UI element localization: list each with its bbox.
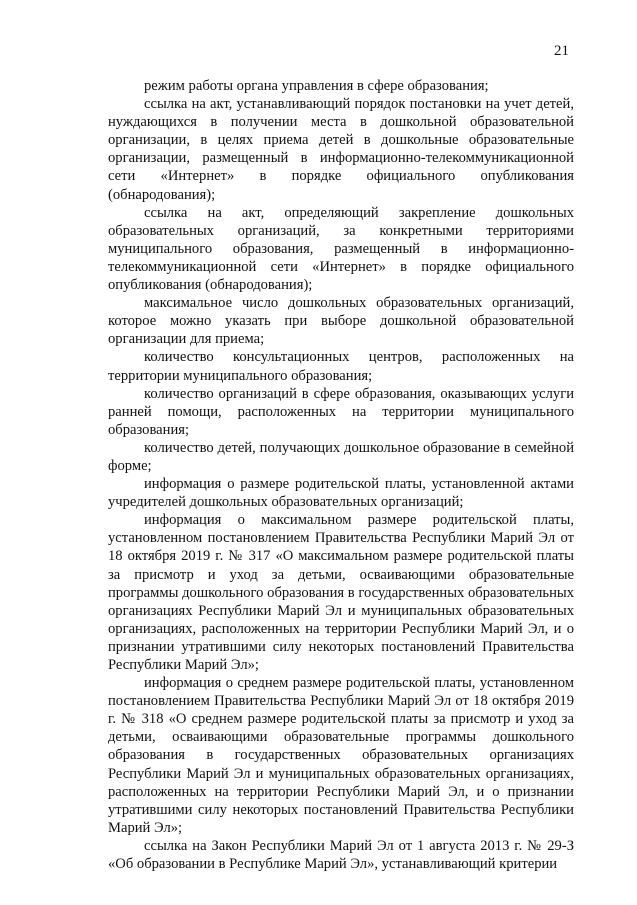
document-body	[108, 77, 574, 873]
paragraph-early-help-organizations: количество организаций в сфере образования, оказывающих услуги ранней помощи, расположенных на территории муниципального образования;	[108, 385, 574, 438]
paragraph-family-education-count: количество детей, получающих дошкольное образование в семейной форме;	[108, 439, 574, 474]
page-number: 21	[554, 43, 569, 59]
paragraph-assignment-act-link: ссылка на акт, определяющий закрепление дошкольных образовательных организаций, за конкретными территориями муниципального образования, размещенный в информационно-телекоммуникационной сети «Интернет» в порядке официального опубликования (обнародования);	[108, 204, 574, 294]
paragraph-education-law-link: ссылка на Закон Республики Марий Эл от 1 августа 2013 г. № 29-З «Об образовании в Республике Марий Эл», устанавливающий критерии	[108, 837, 574, 873]
paragraph-consultation-centers: количество консультационных центров, расположенных на территории муниципального образования;	[108, 349, 574, 384]
paragraph-average-parental-fee: информация о среднем размере родительской платы, установленном постановлением Правительства Республики Марий Эл от 18 октября 2019 г. № 318 «О среднем размере родительской платы за присмотр и уход за детьми, осваивающими образовательные программы дошкольного образования в государственных образовательных организациях Республики Марий Эл и муниципальных образовательных организациях, расположенных на территории Республики Марий Эл, и о признании утратившими силу некоторых постановлений Правительства Республики Марий Эл»;	[108, 675, 574, 836]
paragraph-max-organizations: максимальное число дошкольных образовательных организаций, которое можно указать при выборе дошкольной образовательной организации для приема;	[108, 295, 574, 348]
paragraph-parental-fee-info: информация о размере родительской платы, установленной актами учредителей дошкольных образовательных организаций;	[108, 476, 574, 511]
paragraph-registration-act-link: ссылка на акт, устанавливающий порядок постановки на учет детей, нуждающихся в получении места в дошкольной образовательной организации, в целях приема детей в дошкольные образовательные организации, размещенный в информационно-телекоммуникационной сети «Интернет» в порядке официального опубликования (обнародования);	[108, 96, 574, 203]
paragraph-max-parental-fee: информация о максимальном размере родительской платы, установленном постановлением Правительства Республики Марий Эл от 18 октября 2019 г. № 317 «О максимальном размере родительской платы за присмотр и уход за детьми, осваивающими образовательные программы дошкольного образования в государственных образовательных организациях Республики Марий Эл и муниципальных образовательных организациях, расположенных на территории Республики Марий Эл, и о признании утратившими силу некоторых постановлений Правительства Республики Марий Эл»;	[108, 512, 574, 673]
paragraph-work-schedule: режим работы органа управления в сфере образования;	[144, 78, 489, 94]
